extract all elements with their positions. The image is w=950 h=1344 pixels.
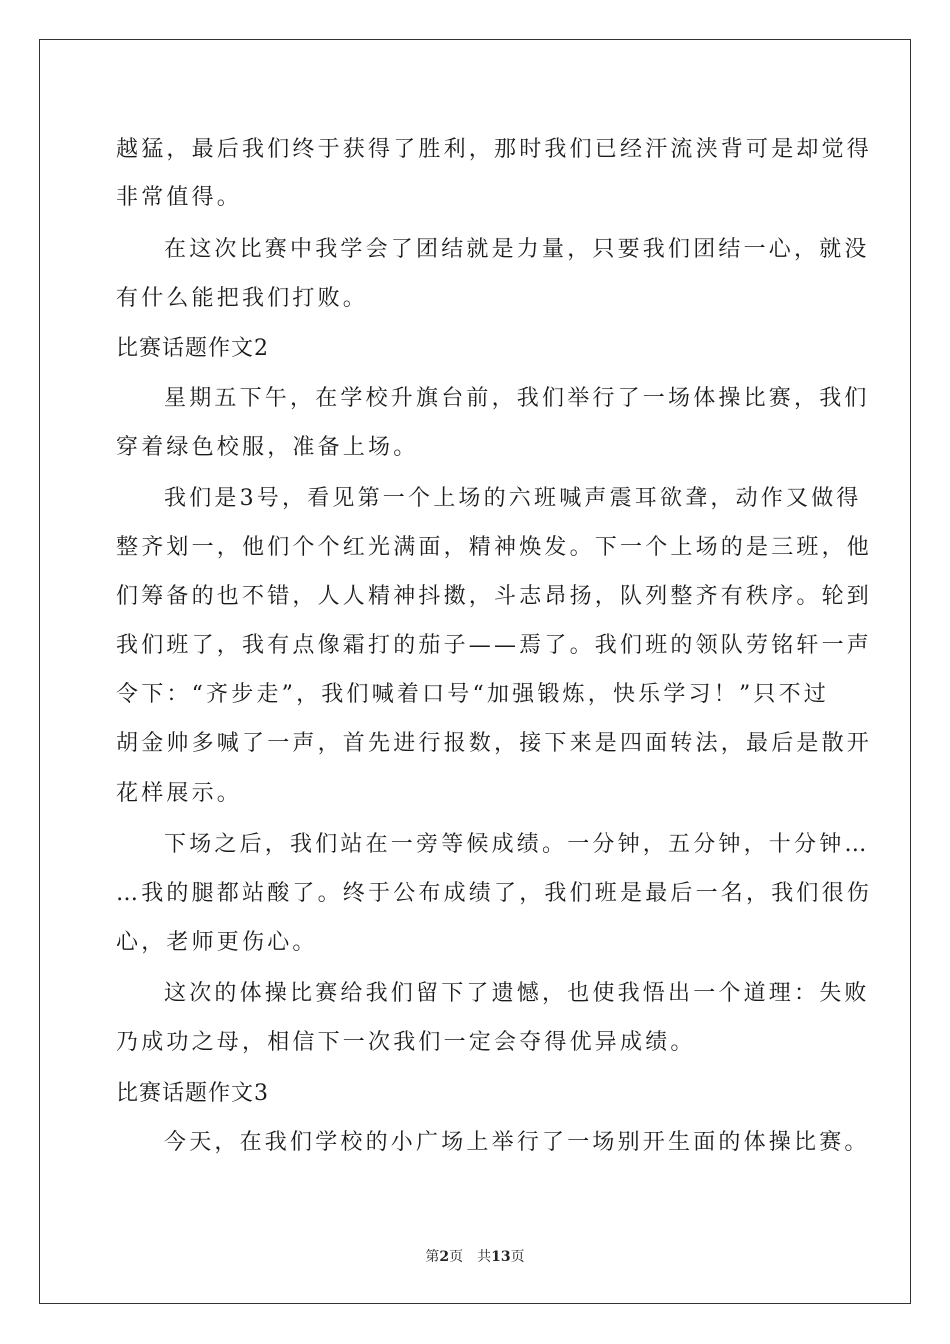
- text-line: 下场之后，我们站在一旁等候成绩。一分钟，五分钟，十分钟…: [164, 832, 870, 857]
- text-line: 乃成功之母，相信下一次我们一定会夺得优异成绩。: [116, 1030, 696, 1055]
- text-line: 越猛，最后我们终于获得了胜利，那时我们已经汗流浃背可是却觉得: [116, 137, 873, 162]
- text-line: 们筹备的也不错，人人精神抖擞，斗志昂扬，队列整齐有秩序。轮到: [116, 584, 873, 609]
- page-number: 2: [439, 1249, 450, 1265]
- text-line: 有什么能把我们打败。: [116, 286, 369, 311]
- text-line: 非常值得。: [116, 185, 243, 210]
- text-line: 我们是3号，看见第一个上场的六班喊声震耳欲聋，动作又做得: [164, 486, 862, 511]
- text-line: 胡金帅多喊了一声，首先进行报数，接下来是四面转法，最后是散开: [116, 731, 873, 756]
- text-line: 这次的体操比赛给我们留下了遗憾，也使我悟出一个道理：失败: [164, 981, 870, 1006]
- text-line: …我的腿都站酸了。终于公布成绩了，我们班是最后一名，我们很伤: [116, 881, 873, 906]
- total-pages: 13: [491, 1249, 511, 1265]
- text-line: 星期五下午，在学校升旗台前，我们举行了一场体操比赛，我们: [164, 386, 870, 411]
- text-line: 在这次比赛中我学会了团结就是力量，只要我们团结一心，就没: [164, 237, 870, 262]
- page-label-suffix: 页: [449, 1249, 464, 1265]
- page-border: [39, 39, 911, 1304]
- total-label-prefix: 共: [477, 1249, 492, 1265]
- page-footer: [0, 1248, 950, 1266]
- text-line: 今天，在我们学校的小广场上举行了一场别开生面的体操比赛。: [164, 1130, 870, 1155]
- text-line: 花样展示。: [116, 781, 243, 806]
- text-line: 整齐划一，他们个个红光满面，精神焕发。下一个上场的是三班，他: [116, 535, 873, 560]
- section-heading: 比赛话题作文2: [116, 336, 269, 361]
- text-line: 我们班了，我有点像霜打的茄子——焉了。我们班的领队劳铭轩一声: [116, 633, 873, 658]
- text-line: 心，老师更伤心。: [116, 930, 318, 955]
- text-line: 令下：“齐步走”，我们喊着口号“加强锻炼，快乐学习！”只不过: [116, 682, 829, 707]
- total-label-suffix: 页: [510, 1249, 525, 1265]
- text-line: 穿着绿色校服，准备上场。: [116, 435, 419, 460]
- section-heading: 比赛话题作文3: [116, 1081, 269, 1106]
- page-label-prefix: 第: [425, 1249, 440, 1265]
